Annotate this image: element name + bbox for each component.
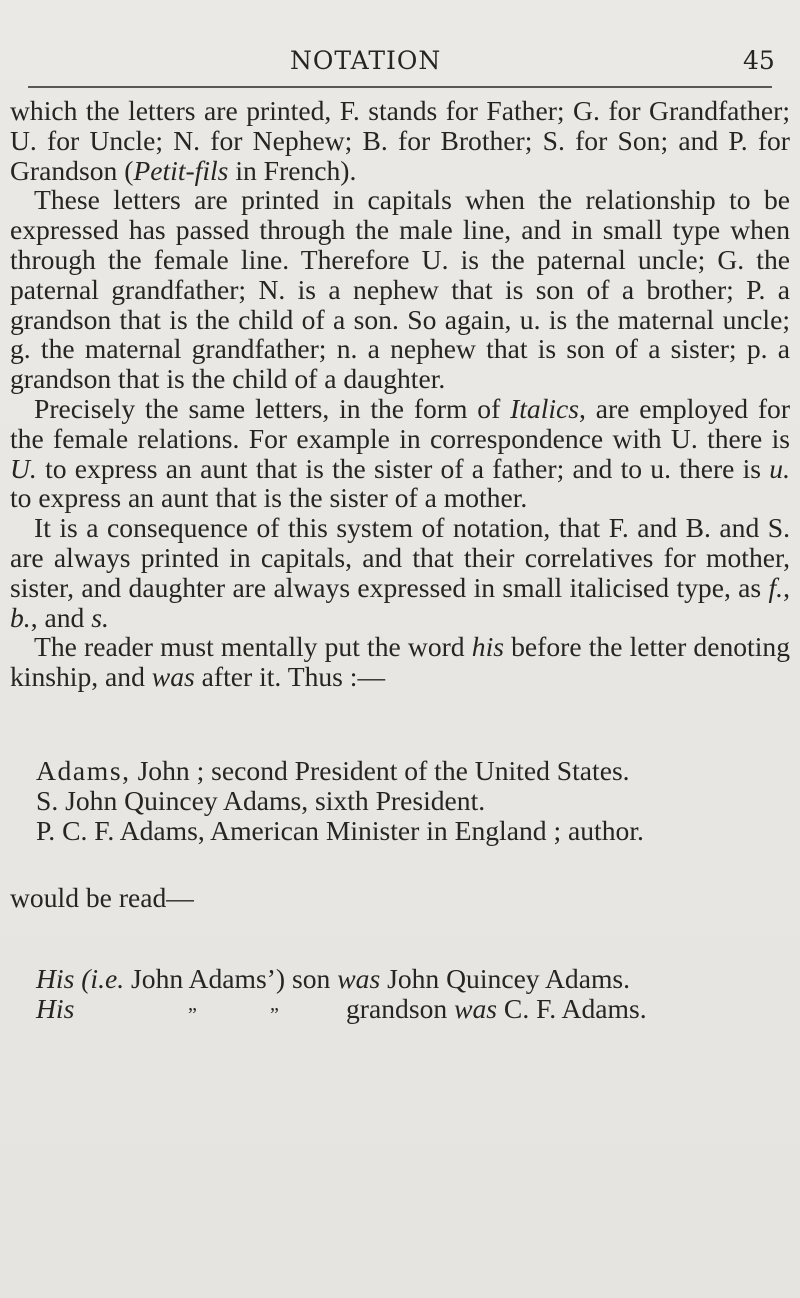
list-item: Adams, John ; second President of the United States. bbox=[36, 755, 630, 786]
example-line-2: grandson was C. F. Adams. bbox=[346, 993, 647, 1024]
page-number: 45 bbox=[743, 46, 775, 75]
running-title: NOTATION bbox=[290, 46, 442, 75]
example-line-1: His (i.e. John Adams’) son was John Quincey Adams. bbox=[36, 963, 631, 994]
paragraph-3: Precisely the same letters, in the form of Italics, are employed for the female relations. For example in correspondence with U. there is U. to express an aunt that is the sister of a father; and to u. there is u. to express an aunt that is the sister of a mother. bbox=[10, 392, 791, 514]
paragraph-4: It is a consequence of this system of notation, that F. and B. and S. are always printed in capitals, and that their correlatives for mother, sister, and daughter are always expressed in small italicised type, as f., b., and s. bbox=[10, 512, 790, 633]
list-item: P. C. F. Adams, American Minister in England ; author. bbox=[36, 815, 644, 846]
body-text bbox=[10, 96, 790, 692]
paragraph-2: These letters are printed in capitals when the relationship to be expressed has passed through the male line, and in small type when through the female line. Therefore U. is the paternal uncle; G. the paternal grandfather; N. is a nephew that is son of a brother; P. a grandson that is the child of a son. So again, u. is the maternal uncle; g. the maternal grandfather; n. a nephew that is son of a sister; p. a grandson that is the child of a daughter. bbox=[10, 184, 790, 395]
ditto-mark: ” bbox=[270, 1004, 279, 1026]
ditto-mark: ” bbox=[188, 1004, 197, 1026]
italic-term: Petit-fils bbox=[133, 154, 229, 186]
header-rule bbox=[28, 86, 772, 88]
read-line: would be read— bbox=[10, 882, 194, 913]
list-item: S. John Quincey Adams, sixth President. bbox=[36, 785, 486, 816]
running-head bbox=[0, 46, 800, 80]
example-line-2-lead: His bbox=[36, 993, 75, 1024]
paragraph-1: which the letters are printed, F. stands for Father; G. for Grandfather; U. for Uncle; N. for Nephew; B. for Brother; S. for Son; and P. for Grandson (Petit-fils in French). bbox=[10, 95, 790, 186]
paragraph-5: The reader must mentally put the word his before the letter denoting kinship, and was after it. Thus :— bbox=[10, 631, 790, 693]
